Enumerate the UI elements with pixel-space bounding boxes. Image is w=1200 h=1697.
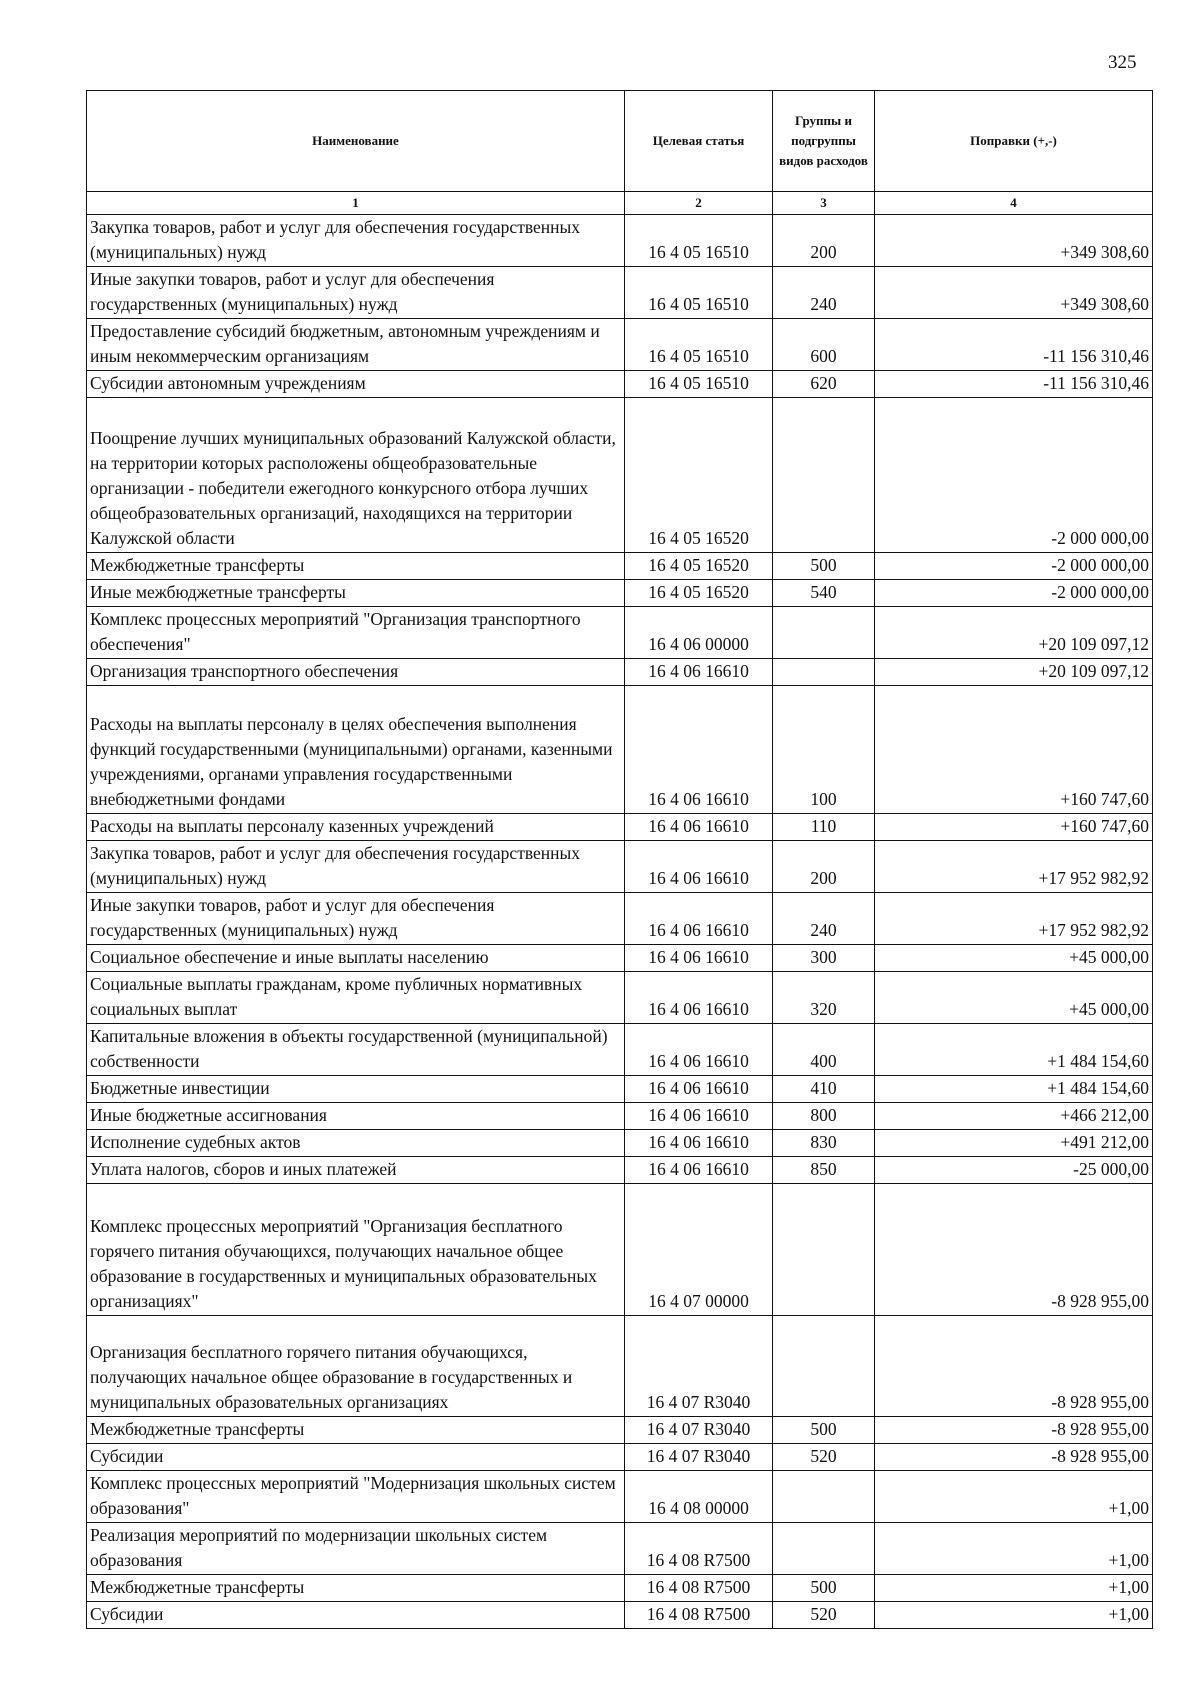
row-target-code: 16 4 06 16610 [625,1076,773,1103]
column-number-3: 3 [773,192,875,215]
row-name: Поощрение лучших муниципальных образований Калужской области, на территории которых расположены общеобразовательные организации - победители ежегодного конкурсного отбора лучших общеобразовательных организаций, находящихся на территории Калужской области [87,398,625,553]
row-expense-group [773,1471,875,1523]
row-expense-group [773,1523,875,1575]
row-expense-group: 400 [773,1024,875,1076]
row-amount: -8 928 955,00 [875,1184,1153,1316]
row-name: Субсидии [87,1444,625,1471]
row-amount: +466 212,00 [875,1103,1153,1130]
row-name: Расходы на выплаты персоналу в целях обеспечения выполнения функций государственными (муниципальными) органами, казенными учреждениями, органами управления государственными внебюджетными фондами [87,686,625,814]
row-name: Закупка товаров, работ и услуг для обеспечения государственных (муниципальных) нужд [87,841,625,893]
table-row [87,1130,1153,1157]
table-row [87,1602,1153,1629]
row-name: Комплекс процессных мероприятий "Модернизация школьных систем образования" [87,1471,625,1523]
row-expense-group: 110 [773,814,875,841]
row-target-code: 16 4 05 16510 [625,215,773,267]
table-row [87,580,1153,607]
row-amount: +1 484 154,60 [875,1024,1153,1076]
table-row [87,1157,1153,1184]
row-amount: -11 156 310,46 [875,371,1153,398]
row-name: Организация бесплатного горячего питания обучающихся, получающих начальное общее образование в государственных и муниципальных образовательных организациях [87,1316,625,1417]
row-amount: +160 747,60 [875,686,1153,814]
row-target-code: 16 4 07 R3040 [625,1444,773,1471]
header-amendments: Поправки (+,-) [875,91,1153,192]
row-amount: +491 212,00 [875,1130,1153,1157]
table-row [87,1417,1153,1444]
row-name: Межбюджетные трансферты [87,1575,625,1602]
row-target-code: 16 4 06 16610 [625,841,773,893]
row-expense-group: 410 [773,1076,875,1103]
row-expense-group: 240 [773,893,875,945]
row-expense-group: 200 [773,215,875,267]
row-expense-group: 800 [773,1103,875,1130]
row-target-code: 16 4 06 16610 [625,659,773,686]
table-row [87,1471,1153,1523]
row-target-code: 16 4 07 R3040 [625,1417,773,1444]
table-row [87,1076,1153,1103]
row-target-code: 16 4 06 16610 [625,1103,773,1130]
row-expense-group: 300 [773,945,875,972]
row-expense-group [773,659,875,686]
table-row [87,1103,1153,1130]
table-row [87,371,1153,398]
row-name: Закупка товаров, работ и услуг для обеспечения государственных (муниципальных) нужд [87,215,625,267]
row-name: Социальное обеспечение и иные выплаты населению [87,945,625,972]
row-target-code: 16 4 06 16610 [625,1130,773,1157]
row-name: Расходы на выплаты персоналу казенных учреждений [87,814,625,841]
row-target-code: 16 4 05 16510 [625,319,773,371]
row-expense-group: 500 [773,1575,875,1602]
row-name: Межбюджетные трансферты [87,553,625,580]
row-amount: -11 156 310,46 [875,319,1153,371]
row-name: Капитальные вложения в объекты государственной (муниципальной) собственности [87,1024,625,1076]
row-amount: -25 000,00 [875,1157,1153,1184]
row-name: Комплекс процессных мероприятий "Организация транспортного обеспечения" [87,607,625,659]
row-name: Иные межбюджетные трансферты [87,580,625,607]
row-name: Реализация мероприятий по модернизации школьных систем образования [87,1523,625,1575]
table-row [87,607,1153,659]
row-target-code: 16 4 06 16610 [625,945,773,972]
table-row [87,893,1153,945]
row-expense-group: 520 [773,1602,875,1629]
row-amount: -8 928 955,00 [875,1444,1153,1471]
row-expense-group: 240 [773,267,875,319]
table-row [87,1184,1153,1316]
row-target-code: 16 4 07 R3040 [625,1316,773,1417]
row-expense-group: 850 [773,1157,875,1184]
table-row [87,686,1153,814]
table-row [87,659,1153,686]
row-amount: +20 109 097,12 [875,659,1153,686]
table-row [87,1575,1153,1602]
header-expense-groups: Группы и подгруппы видов расходов [773,91,875,192]
row-name: Субсидии [87,1602,625,1629]
row-amount: -2 000 000,00 [875,398,1153,553]
row-expense-group: 600 [773,319,875,371]
row-target-code: 16 4 06 00000 [625,607,773,659]
row-target-code: 16 4 06 16610 [625,893,773,945]
row-amount: +20 109 097,12 [875,607,1153,659]
table-row [87,553,1153,580]
row-expense-group [773,1184,875,1316]
row-amount: -2 000 000,00 [875,580,1153,607]
column-number-2: 2 [625,192,773,215]
row-amount: +1 484 154,60 [875,1076,1153,1103]
row-name: Субсидии автономным учреждениям [87,371,625,398]
row-name: Комплекс процессных мероприятий "Организация бесплатного горячего питания обучающихся, получающих начальное общее образование в государственных и муниципальных образовательных организациях" [87,1184,625,1316]
row-amount: +349 308,60 [875,215,1153,267]
row-amount: +1,00 [875,1471,1153,1523]
row-name: Иные закупки товаров, работ и услуг для обеспечения государственных (муниципальных) нужд [87,267,625,319]
row-amount: +1,00 [875,1602,1153,1629]
row-expense-group: 500 [773,1417,875,1444]
row-name: Организация транспортного обеспечения [87,659,625,686]
row-amount: -8 928 955,00 [875,1316,1153,1417]
row-target-code: 16 4 06 16610 [625,1157,773,1184]
row-amount: +45 000,00 [875,945,1153,972]
budget-amendments-table [86,90,1153,1629]
row-amount: +160 747,60 [875,814,1153,841]
row-amount: +349 308,60 [875,267,1153,319]
row-target-code: 16 4 05 16510 [625,267,773,319]
column-number-1: 1 [87,192,625,215]
page-number: 325 [1108,52,1137,73]
row-target-code: 16 4 05 16520 [625,553,773,580]
table-row [87,1444,1153,1471]
row-target-code: 16 4 08 R7500 [625,1523,773,1575]
table-row [87,1523,1153,1575]
row-name: Социальные выплаты гражданам, кроме публичных нормативных социальных выплат [87,972,625,1024]
row-name: Иные бюджетные ассигнования [87,1103,625,1130]
row-expense-group: 520 [773,1444,875,1471]
row-expense-group: 540 [773,580,875,607]
row-name: Предоставление субсидий бюджетным, автономным учреждениям и иным некоммерческим организациям [87,319,625,371]
row-expense-group: 620 [773,371,875,398]
row-target-code: 16 4 08 R7500 [625,1575,773,1602]
row-expense-group: 320 [773,972,875,1024]
row-target-code: 16 4 08 00000 [625,1471,773,1523]
row-target-code: 16 4 06 16610 [625,814,773,841]
row-expense-group: 200 [773,841,875,893]
row-amount: -2 000 000,00 [875,553,1153,580]
row-amount: +17 952 982,92 [875,841,1153,893]
row-amount: +1,00 [875,1523,1153,1575]
table-row [87,215,1153,267]
column-number-4: 4 [875,192,1153,215]
table-header-row [87,91,1153,192]
row-target-code: 16 4 05 16520 [625,580,773,607]
row-name: Исполнение судебных актов [87,1130,625,1157]
column-number-row [87,192,1153,215]
row-name: Иные закупки товаров, работ и услуг для обеспечения государственных (муниципальных) нужд [87,893,625,945]
row-expense-group [773,398,875,553]
row-expense-group: 500 [773,553,875,580]
row-target-code: 16 4 05 16520 [625,398,773,553]
row-target-code: 16 4 06 16610 [625,972,773,1024]
row-target-code: 16 4 08 R7500 [625,1602,773,1629]
row-amount: +45 000,00 [875,972,1153,1024]
row-target-code: 16 4 06 16610 [625,1024,773,1076]
table-row [87,972,1153,1024]
table-row [87,1316,1153,1417]
row-amount: +17 952 982,92 [875,893,1153,945]
table-row [87,319,1153,371]
row-target-code: 16 4 07 00000 [625,1184,773,1316]
header-target-article: Целевая статья [625,91,773,192]
row-expense-group [773,607,875,659]
row-expense-group: 100 [773,686,875,814]
row-amount: +1,00 [875,1575,1153,1602]
table-row [87,1024,1153,1076]
row-amount: -8 928 955,00 [875,1417,1153,1444]
header-name: Наименование [87,91,625,192]
table-row [87,841,1153,893]
table-row [87,398,1153,553]
row-name: Уплата налогов, сборов и иных платежей [87,1157,625,1184]
table-row [87,814,1153,841]
table-row [87,267,1153,319]
row-target-code: 16 4 06 16610 [625,686,773,814]
table-row [87,945,1153,972]
row-expense-group [773,1316,875,1417]
row-expense-group: 830 [773,1130,875,1157]
row-target-code: 16 4 05 16510 [625,371,773,398]
row-name: Межбюджетные трансферты [87,1417,625,1444]
row-name: Бюджетные инвестиции [87,1076,625,1103]
